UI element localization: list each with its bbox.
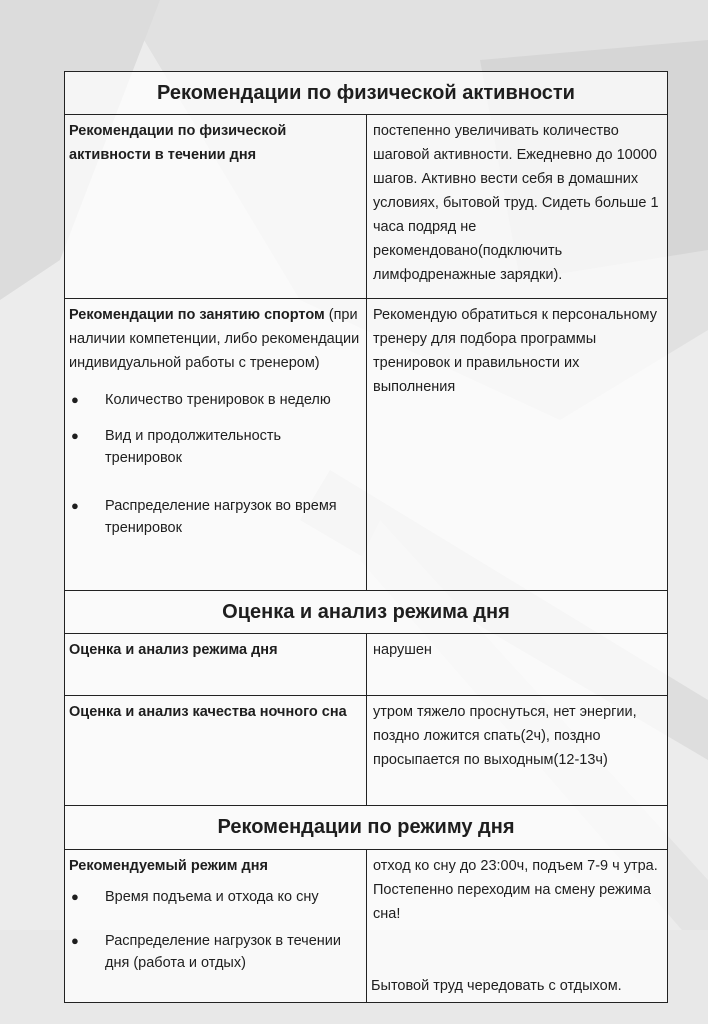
table-row [65, 634, 667, 696]
section-title: Рекомендации по режиму дня [217, 816, 515, 838]
row-value-cell [367, 299, 667, 590]
row-label-cell [65, 850, 367, 1002]
row-label: Рекомендации по занятию спортом [69, 307, 325, 323]
table-row [65, 696, 667, 806]
bullet-icon: ● [71, 889, 79, 904]
bullet-icon: ● [71, 498, 79, 513]
row-value: отход ко сну до 23:00ч, подъем 7-9 ч утра. Постепенно переходим на смену режима сна! [373, 858, 658, 922]
row-label-cell [65, 299, 367, 590]
row-value-cell [367, 850, 667, 1002]
row-label-cell [65, 115, 367, 298]
list-item: ● Время подъема и отхода ко сну [69, 886, 360, 908]
list-item: ● Распределение нагрузок во время тренировок [69, 495, 360, 539]
row-value-cell [367, 634, 667, 695]
section-header-physical-activity [65, 72, 667, 115]
row-label: Оценка и анализ режима дня [69, 642, 278, 658]
row-value: утром тяжело проснуться, нет энергии, поздно ложится спать(2ч), поздно просыпается по выходным(12-13ч) [373, 704, 637, 768]
section-header-day-regime-analysis [65, 591, 667, 634]
list-item: ● Вид и продолжительность тренировок [69, 425, 360, 469]
section-title: Оценка и анализ режима дня [222, 600, 510, 623]
row-value: Рекомендую обратиться к персональному тренеру для подбора программы тренировок и правильности их выполнения [373, 307, 657, 395]
row-label-cell [65, 696, 367, 805]
recommendations-table [64, 71, 668, 1003]
bullet-icon: ● [71, 428, 79, 443]
row-value-cell [367, 696, 667, 805]
row-value-footer: Бытовой труд чередовать с отдыхом. [371, 978, 622, 994]
section-title: Рекомендации по физической активности [157, 81, 575, 104]
row-value: нарушен [373, 642, 432, 658]
list-item: ● Распределение нагрузок в течении дня (работа и отдых) [69, 930, 360, 974]
table-row [65, 850, 667, 1002]
row-label-note: (при наличии компетенции, либо рекомендации индивидуальной работы с тренером) [69, 307, 360, 371]
row-label-cell [65, 634, 367, 695]
table-row [65, 299, 667, 591]
bullet-icon: ● [71, 392, 79, 407]
row-label: Оценка и анализ качества ночного сна [69, 704, 347, 720]
row-value: постепенно увеличивать количество шаговой активности. Ежедневно до 10000 шагов. Активно вести себя в домашних условиях, бытовой труд. Сидеть больше 1 часа подряд не рекомендовано(подключить лимфодренажные зарядки). [373, 123, 659, 283]
table-row [65, 115, 667, 299]
row-value-cell [367, 115, 667, 298]
row-label: Рекомендации по физической активности в течении дня [69, 123, 287, 163]
section-header-day-regime-recommendations [65, 806, 667, 850]
bullet-icon: ● [71, 933, 79, 948]
row-label: Рекомендуемый режим дня [69, 858, 268, 874]
list-item: ● Количество тренировок в неделю [69, 389, 360, 411]
